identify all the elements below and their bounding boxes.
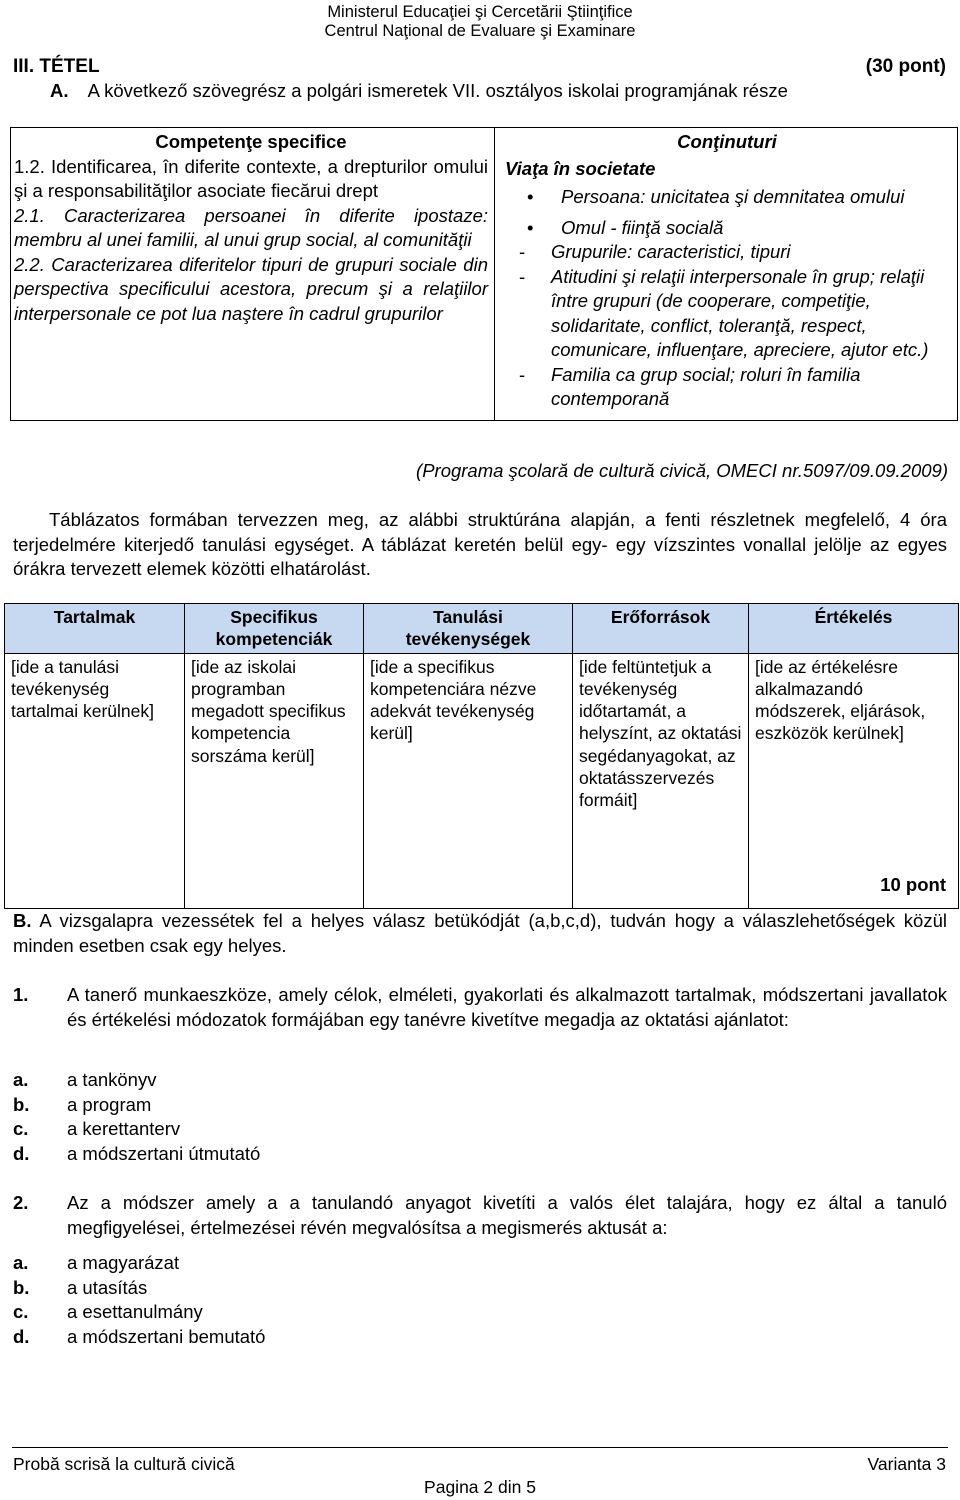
plan-cell-activities: [ide a specifikus kompetenciára nézve adekvát tevékenység kerül] <box>364 653 573 908</box>
curriculum-table <box>10 127 958 421</box>
plan-header-contents: Tartalmak <box>5 604 185 654</box>
option: d. a módszertani útmutató <box>13 1142 261 1164</box>
plan-cell-evaluation: [ide az értékelésre alkalmazandó módszerek, eljárások, eszközök kerülnek] <box>749 653 959 908</box>
competence-1: 1.2. Identificarea, în diferite contexte, a drepturilor omului şi a responsabilităţilor asociate fiecărui drept <box>14 155 488 201</box>
option: a. a magyarázat <box>13 1252 180 1273</box>
option: a. a tankönyv <box>13 1069 157 1090</box>
part-b-label: B. <box>13 910 32 931</box>
instruction-part-1: Táblázatos formában tervezzen meg, az alábbi struktúrána alapján, a fenti részletnek megfelelő, 4 óra terjedelmére kiterjedő tanulási egységet. <box>13 509 947 555</box>
question-number: 2. <box>13 1192 29 1213</box>
content-dash: - Atitudini şi relaţii interpersonale în grup; relaţii între grupuri (de cooperare, competiţie, solidaritate, conflict, toleranţă, respect, comunicare, influenţare, apreciere, ajutor etc.) <box>505 265 949 363</box>
plan-header-competences: Specifikus kompetenciák <box>185 604 364 654</box>
option: c. a esettanulmány <box>13 1301 203 1322</box>
sub-a-label: A. <box>50 80 69 101</box>
option: b. a utasítás <box>13 1276 148 1298</box>
question-text: A tanerő munkaeszköze, amely célok, elméleti, gyakorlati és alkalmazott tartalmak, módszertani javallatok és értékelési módozatok formájában egy tanévre kivetítve megadja az oktatási ajánlatot: <box>67 984 947 1030</box>
question-1-options <box>13 1068 260 1166</box>
question-1 <box>13 983 947 1032</box>
part-b-instruction <box>13 909 947 958</box>
footer-page: Pagina 2 din 5 <box>424 1477 536 1497</box>
plan-header-evaluation: Értékelés <box>749 604 959 654</box>
option: d. a módszertani bemutató <box>13 1325 266 1347</box>
content-bullet: • Omul - fiinţă socială <box>505 216 949 241</box>
content-bullets <box>505 185 949 240</box>
contents-header: Conţinuturi <box>677 131 777 152</box>
question-text: Az a módszer amely a a tanulandó anyagot kivetíti a valós élet talajára, hogy ez által a tanuló megfigyelései, értelmezései révén megvalósítsa a megismerés aktusát a: <box>67 1192 947 1238</box>
footer-right: Varianta 3 <box>867 1454 946 1474</box>
plan-header-activities: Tanulási tevékenységek <box>364 604 573 654</box>
question-2-options <box>13 1251 265 1349</box>
plan-cell-competences: [ide az iskolai programban megadott specifikus kompetencia sorszáma kerül] <box>185 653 364 908</box>
competence-3: 2.2. Caracterizarea diferitelor tipuri de grupuri sociale din perspectiva specificului acestora, precum şi a relaţiilor interpersonale ce pot lua naştere în cadrul grupurilor <box>14 253 488 324</box>
content-dash: - Familia ca grup social; roluri în familia contemporană <box>505 363 949 412</box>
question-2 <box>13 1191 947 1240</box>
option: c. a kerettanterv <box>13 1118 181 1139</box>
section-title: III. TÉTEL <box>13 56 100 77</box>
plan-cell-contents: [ide a tanulási tevékenység tartalmai kerülnek] <box>5 653 185 908</box>
footer-rule <box>12 1447 948 1448</box>
instruction-part-2: A táblázat keretén belül egy- egy vízszintes vonallal jelölje az egyes órákra tervezett elemek közötti elhatárolást. <box>13 533 947 579</box>
plan-header-resources: Erőforrások <box>573 604 749 654</box>
option: b. a program <box>13 1093 152 1115</box>
competence-2: 2.1. Caracterizarea persoanei în diferite ipostaze: membru al unei familii, al unui grup social, al comunităţii <box>14 204 488 250</box>
content-title: Viaţa în societate <box>505 157 656 179</box>
competences-cell <box>11 128 495 421</box>
contents-cell <box>495 128 958 421</box>
section-points: (30 pont) <box>865 56 946 77</box>
source-citation: (Programa şcolară de cultură civică, OMECI nr.5097/09.09.2009) <box>416 460 948 481</box>
content-dash: - Grupurile: caracteristici, tipuri <box>505 240 949 265</box>
instruction-text <box>13 508 947 582</box>
lesson-plan-table <box>4 603 959 909</box>
part-b-text: A vizsgalapra vezessétek fel a helyes válasz betükódját (a,b,c,d), tudván hogy a válaszlehetőségek közül minden esetben csak egy helyes. <box>13 910 947 956</box>
content-bullet: • Persoana: unicitatea şi demnitatea omului <box>505 185 949 210</box>
content-dashes <box>505 240 949 412</box>
plan-cell-resources: [ide feltüntetjuk a tevékenység időtartamát, a helyszínt, az oktatási segédanyagokat, az oktatásszervezés formáit] <box>573 653 749 908</box>
question-number: 1. <box>13 984 29 1005</box>
footer-left: Probă scrisă la cultură civică <box>13 1454 235 1474</box>
sub-a-text: A következő szövegrész a polgári ismeretek VII. osztályos iskolai programjának része <box>87 80 788 101</box>
sub-a-heading <box>50 79 788 104</box>
header-ministry: Ministerul Educaţiei şi Cercetării Ştiinţifice <box>327 3 633 21</box>
header-center: Centrul Naţional de Evaluare şi Examinare <box>324 22 636 40</box>
competences-header: Competenţe specifice <box>155 131 347 152</box>
part-a-points: 10 pont <box>880 874 946 895</box>
